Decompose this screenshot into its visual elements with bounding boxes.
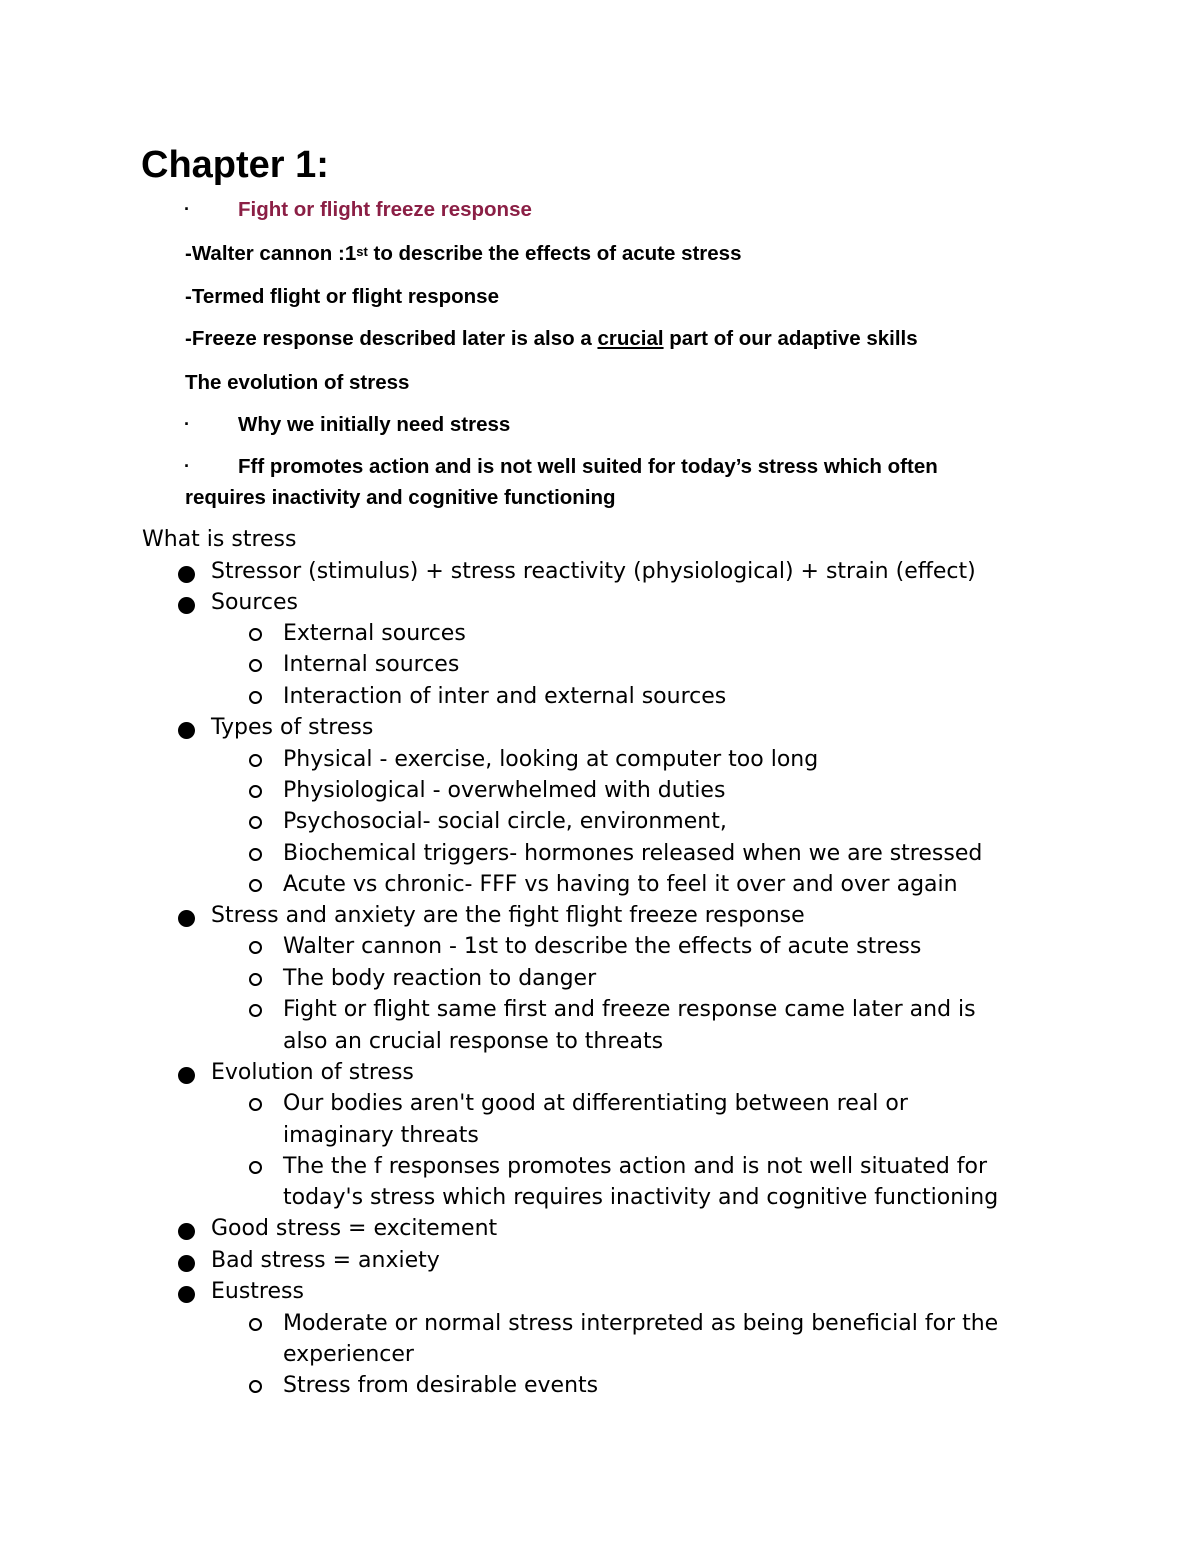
types-sub-item: Acute vs chronic- FFF vs having to feel it over and over again [283, 872, 958, 897]
types-sub-item: Psychosocial- social circle, environment, [283, 809, 727, 834]
stressor-item: Stressor (stimulus) + stress reactivity (physiological) + strain (effect) [211, 559, 976, 584]
fight-flight-heading-item: Fight or flight freeze response [238, 198, 532, 221]
evolution-sub-item-2-line-1: The the f responses promotes action and is not well situated for [283, 1154, 988, 1179]
types-sub-item: Biochemical triggers- hormones released when we are stressed [283, 841, 983, 866]
eustress-sub-item-1-line-2: experiencer [283, 1342, 414, 1367]
bullet-circle-icon [249, 754, 262, 767]
bullet-disc-icon [178, 1223, 195, 1240]
what-is-stress-heading: What is stress [142, 527, 297, 552]
bullet-circle-icon [249, 941, 262, 954]
bullet-circle-icon [249, 785, 262, 798]
bullet-circle-icon [249, 1318, 262, 1331]
bullet-circle-icon [249, 1161, 262, 1174]
eustress-sub-item-1-line-1: Moderate or normal stress interpreted as being beneficial for the [283, 1311, 999, 1336]
bullet-circle-icon [249, 1380, 262, 1393]
eustress-sub-item-2: Stress from desirable events [283, 1373, 599, 1398]
fff-line-1: Fff promotes action and is not well suited for today’s stress which often [238, 455, 938, 478]
bullet-circle-icon [249, 973, 262, 986]
sources-sub-item: Interaction of inter and external sources [283, 684, 727, 709]
evolution-sub-item-1-line-2: imaginary threats [283, 1123, 479, 1148]
types-sub-item: Physical - exercise, looking at computer too long [283, 747, 819, 772]
anxiety-sub-item: The body reaction to danger [283, 966, 597, 991]
types-sub-item: Physiological - overwhelmed with duties [283, 778, 726, 803]
evolution-of-stress-item: Evolution of stress [211, 1060, 414, 1085]
walter-cannon-line [185, 238, 741, 269]
bullet-circle-icon [249, 1098, 262, 1111]
bullet-disc-icon [178, 1067, 195, 1084]
walter-text: -Walter cannon :1 [185, 242, 357, 265]
evolution-sub-item-2-line-2: today's stress which requires inactivity and cognitive functioning [283, 1185, 999, 1210]
bad-stress-item: Bad stress = anxiety [211, 1248, 440, 1273]
bullet-disc-icon [178, 1255, 195, 1272]
freeze-text-rest: part of our adaptive skills [663, 327, 918, 350]
bullet-circle-icon [249, 879, 262, 892]
bullet-circle-icon [249, 628, 262, 641]
evolution-sub-item-1-line-1: Our bodies aren't good at differentiating between real or [283, 1091, 908, 1116]
sources-sub-item: External sources [283, 621, 466, 646]
bullet-circle-icon [249, 659, 262, 672]
bullet-disc-icon [178, 566, 195, 583]
sources-sub-item: Internal sources [283, 652, 460, 677]
evolution-heading: The evolution of stress [185, 371, 410, 394]
types-of-stress-item: Types of stress [211, 715, 374, 740]
freeze-text: -Freeze response described later is also a [185, 327, 598, 350]
bullet-glyph: · [184, 414, 190, 434]
freeze-response-line [185, 323, 918, 354]
bullet-disc-icon [178, 1286, 195, 1303]
bullet-glyph: · [184, 456, 190, 476]
sources-item: Sources [211, 590, 299, 615]
bullet-circle-icon [249, 1004, 262, 1017]
bullet-disc-icon [178, 910, 195, 927]
stress-anxiety-item: Stress and anxiety are the fight flight freeze response [211, 903, 805, 928]
bullet-glyph: · [184, 199, 190, 219]
anxiety-sub-item: Walter cannon - 1st to describe the effects of acute stress [283, 934, 922, 959]
fff-line-2: requires inactivity and cognitive functioning [185, 486, 616, 509]
bullet-disc-icon [178, 597, 195, 614]
anxiety-sub-item-line-1: Fight or flight same first and freeze response came later and is [283, 997, 976, 1022]
why-stress-item: Why we initially need stress [238, 413, 511, 436]
bullet-circle-icon [249, 848, 262, 861]
bullet-circle-icon [249, 691, 262, 704]
crucial-underlined: crucial [597, 327, 664, 350]
bullet-disc-icon [178, 722, 195, 739]
walter-superscript: st [356, 244, 368, 259]
anxiety-sub-item-line-2: also an crucial response to threats [283, 1029, 664, 1054]
termed-line: -Termed flight or flight response [185, 285, 499, 308]
chapter-title: Chapter 1: [141, 144, 329, 186]
walter-text-rest: to describe the effects of acute stress [367, 242, 742, 265]
bullet-circle-icon [249, 816, 262, 829]
eustress-item: Eustress [211, 1279, 304, 1304]
good-stress-item: Good stress = excitement [211, 1216, 498, 1241]
